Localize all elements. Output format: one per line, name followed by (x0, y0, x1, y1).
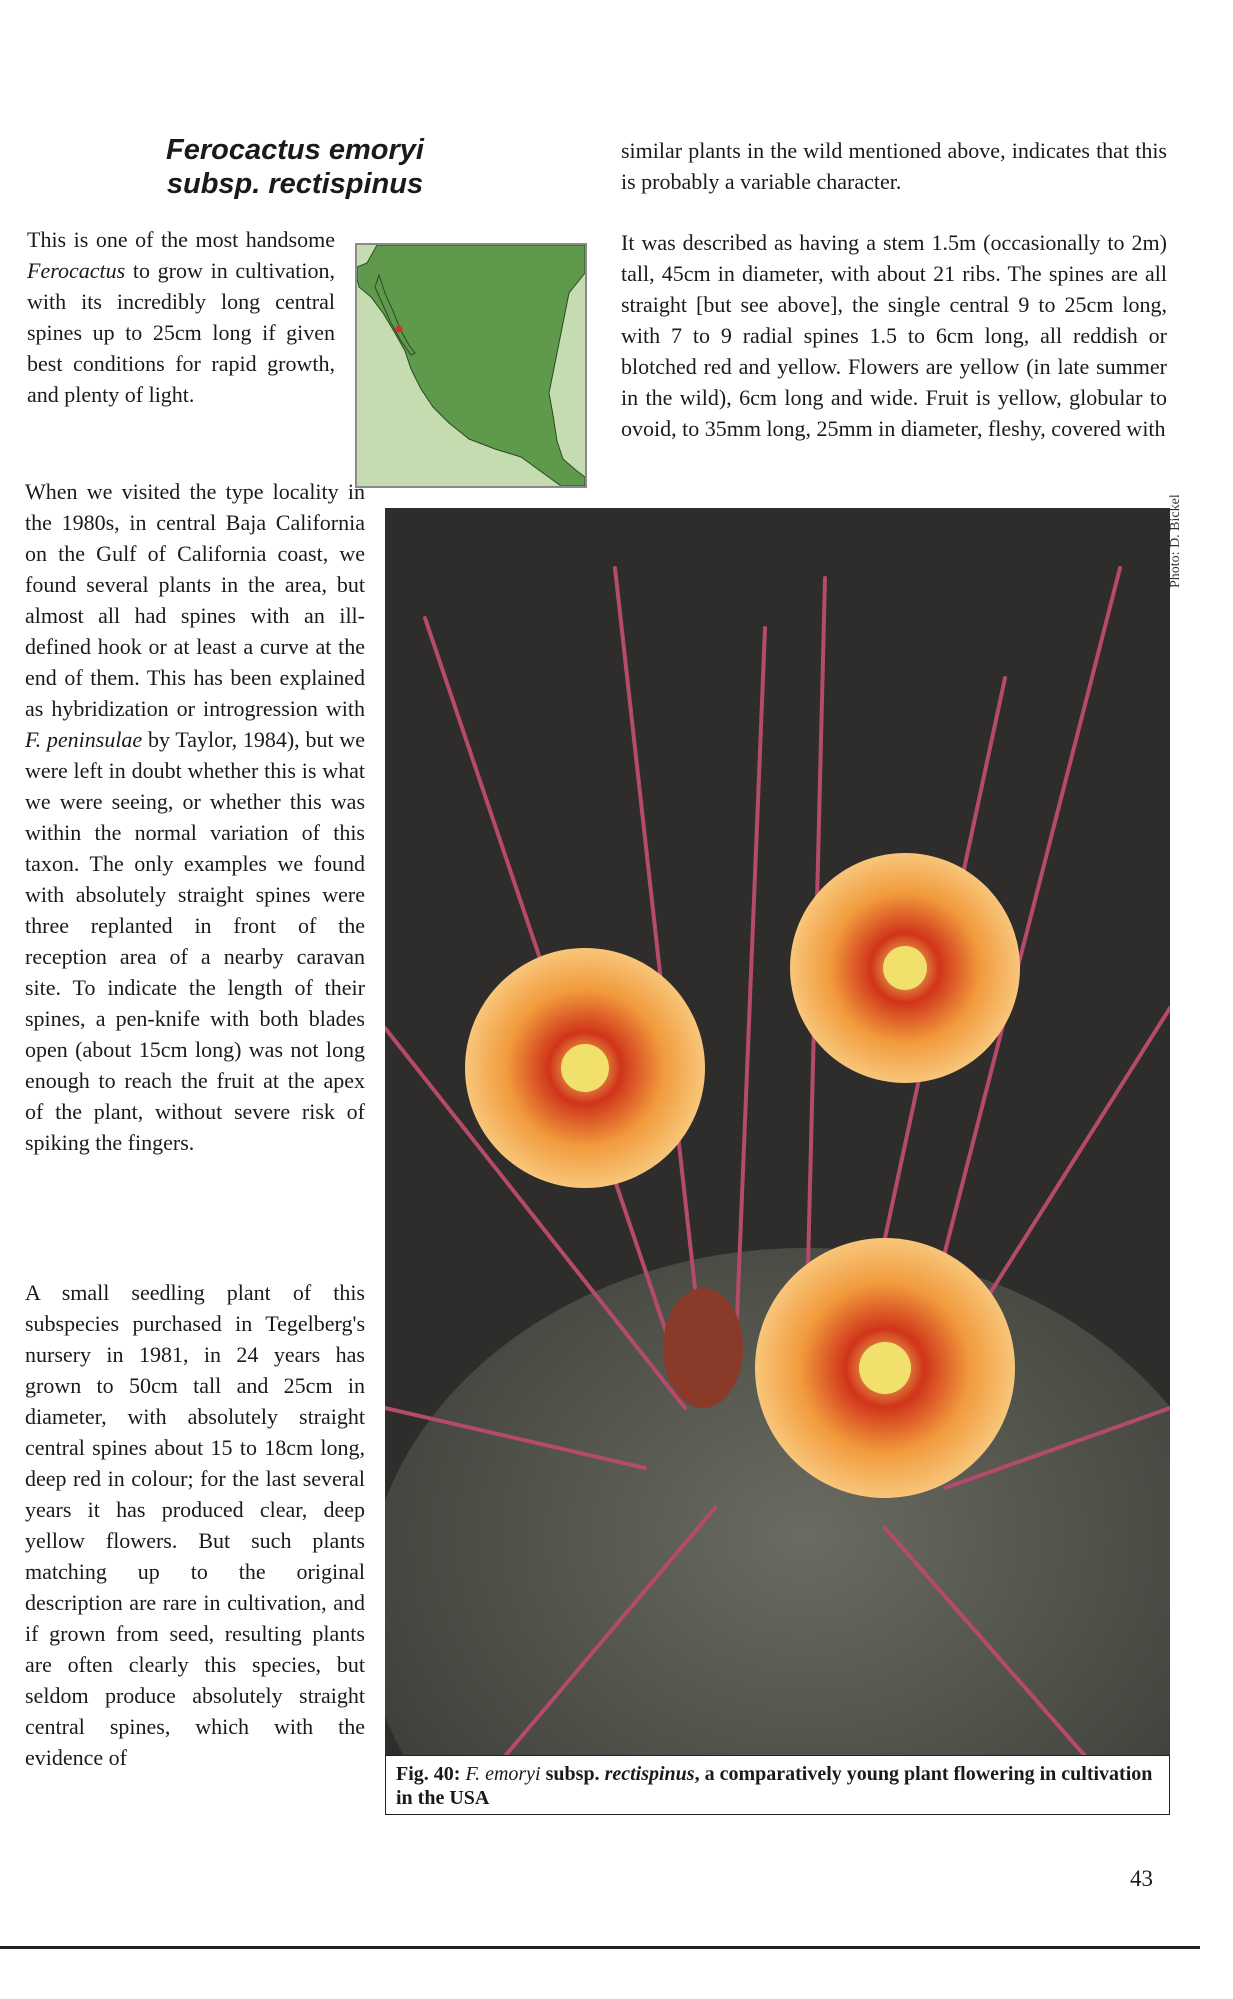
taxon-italic: F. peninsulae (25, 727, 143, 752)
map-graphic (357, 245, 585, 486)
paragraph-description: It was described as having a stem 1.5m (occasionally to 2m) tall, 45cm in diameter, with about 21 ribs. The spines are all straight [but see above], the single central 9 to 25cm long, with 7 to 9 radial spines 1.5 to 6cm long, all reddish or blotched red and yellow. Flowers are yellow (in late summer in the wild), 6cm long and wide. Fruit is yellow, globular to ovoid, to 35mm long, 25mm in diameter, fleshy, covered with (621, 230, 1167, 441)
article-title (110, 133, 480, 201)
stamens (883, 946, 927, 990)
caption-subspecies: rectispinus (604, 1763, 695, 1785)
text-run: This is one of the most handsome (27, 227, 335, 252)
title-line-1: Ferocactus emoryi (166, 134, 424, 166)
caption-genus: F. (465, 1763, 481, 1785)
caption-label: Fig. 40: (396, 1763, 461, 1785)
photo-credit: Photo: D. Bickel (1168, 494, 1183, 588)
page-number: 43 (1130, 1866, 1153, 1891)
title-line-2: subsp. rectispinus (166, 168, 424, 200)
type-locality-marker (396, 326, 403, 333)
distribution-map (355, 243, 587, 488)
caption-text: , a comparatively young plant flowering in cultivation in the USA (396, 1763, 1153, 1809)
paragraph-seedling: A small seedling plant of this subspecies purchased in Tegelberg's nursery in 1981, in 24 years has grown to 50cm tall and 25cm in diameter, with absolutely straight central spines about 15 to 18cm long, deep red in colour; for the last several years it has produced clear, deep yellow flowers. But such plants matching up to the original description are rare in cultivation, and if grown from seed, resulting plants are often clearly this species, but seldom produce absolutely straight central spines, which with the evidence of (25, 1280, 365, 1770)
paragraph-continued: similar plants in the wild mentioned above, indicates that this is probably a variable character. (621, 138, 1167, 194)
paragraph-visit (25, 476, 365, 1158)
caption-subsp-word: subsp. (545, 1763, 600, 1785)
bottom-rule (0, 1946, 1200, 1949)
photo-graphic (385, 508, 1170, 1756)
flower-bud (663, 1288, 743, 1408)
paragraph-intro (27, 224, 335, 410)
text-run: by Taylor, 1984), but we were left in doubt whether this is what we were seeing, or whether this was within the normal variation of this taxon. The only examples we found with absolutely straight spines were three replanted in front of the reception area of a nearby caravan site. To indicate the length of their spines, a pen-knife with both blades open (about 15cm long) was not long enough to reach the fruit at the apex of the plant, without severe risk of spiking the fingers. (25, 727, 366, 1155)
text-run: When we visited the type locality in the 1980s, in central Baja California on the Gulf of California coast, we found several plants in the area, but almost all had spines with an ill-defined hook or at least a curve at the end of them. This has been explained as hybridization or introgression with (25, 479, 365, 721)
cactus-photo (385, 508, 1170, 1756)
genus-italic: Ferocactus (27, 258, 126, 283)
stamens (859, 1342, 911, 1394)
figure-caption (385, 1755, 1170, 1815)
caption-species: emoryi (485, 1763, 541, 1785)
flower-left (465, 948, 705, 1188)
flower-top-right (790, 853, 1020, 1083)
stamens (561, 1044, 609, 1092)
flower-bottom (755, 1238, 1015, 1498)
text-run: to grow in cultivation, with its incredibly long central spines up to 25cm long if given best conditions for rapid growth, and plenty of light. (27, 258, 335, 407)
